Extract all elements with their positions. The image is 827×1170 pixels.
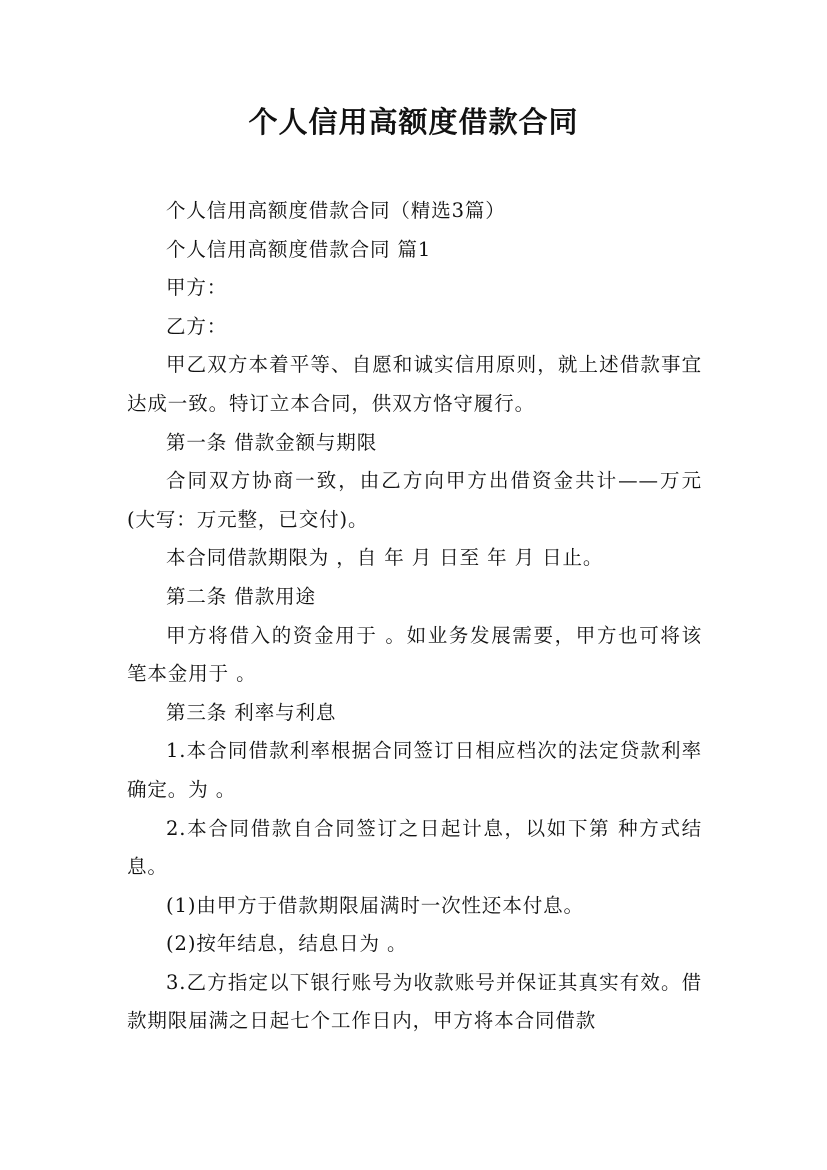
document-title: 个人信用高额度借款合同 bbox=[248, 105, 579, 139]
paragraph-preamble: 甲乙双方本着平等、自愿和诚实信用原则，就上述借款事宜达成一致。特订立本合同，供双方恪守履行。 bbox=[127, 353, 702, 415]
article-1-heading: 第一条 借款金额与期限 bbox=[166, 430, 378, 454]
article-1-term: 本合同借款期限为 ，自 年 月 日至 年 月 日止。 bbox=[166, 546, 604, 570]
article-1-amount: 合同双方协商一致，由乙方向甲方出借资金共计——万元(大写：万元整，已交付)。 bbox=[127, 469, 702, 531]
paragraph-section-heading: 个人信用高额度借款合同 篇1 bbox=[166, 237, 432, 261]
document-body bbox=[127, 192, 702, 1041]
paragraph-subtitle: 个人信用高额度借款合同（精选3篇） bbox=[166, 199, 506, 222]
paragraph-party-b: 乙方： bbox=[166, 314, 228, 338]
paragraph-party-a: 甲方： bbox=[166, 276, 228, 300]
article-3-clause-1: 1.本合同借款利率根据合同签订日相应档次的法定贷款利率确定。为 。 bbox=[127, 739, 702, 801]
article-3-clause-3: 3.乙方指定以下银行账号为收款账号并保证其真实有效。借款期限届满之日起七个工作日内，甲方将本合同借款 bbox=[127, 970, 702, 1033]
article-2-heading: 第二条 借款用途 bbox=[166, 584, 316, 608]
article-2-purpose: 甲方将借入的资金用于 。如业务发展需要，甲方也可将该笔本金用于 。 bbox=[127, 623, 702, 686]
article-3-option-2: (2)按年结息，结息日为 。 bbox=[166, 932, 408, 956]
article-3-clause-2: 2.本合同借款自合同签订之日起计息，以如下第 种方式结息。 bbox=[127, 816, 702, 879]
article-3-option-1: (1)由甲方于借款期限届满时一次性还本付息。 bbox=[166, 893, 584, 917]
article-3-heading: 第三条 利率与利息 bbox=[166, 700, 337, 724]
